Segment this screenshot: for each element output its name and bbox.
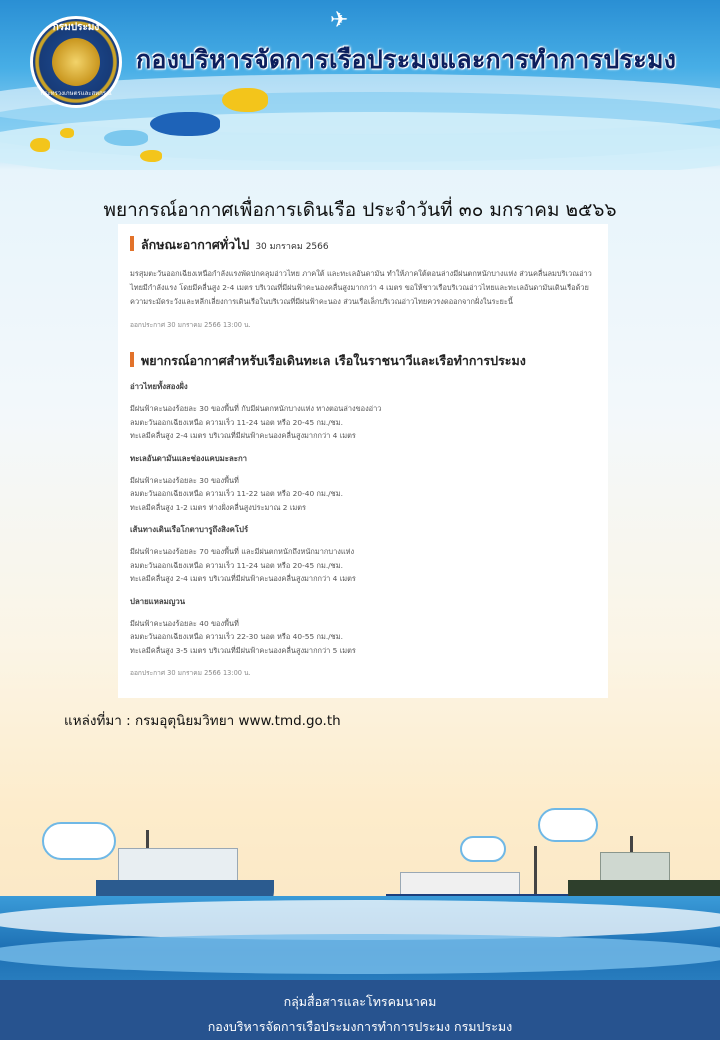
region-block <box>130 524 594 586</box>
page-title: พยากรณ์อากาศเพื่อการเดินเรือ ประจำวันที่ ๓๐ มกราคม ๒๕๖๖ <box>103 199 617 221</box>
region-name: ทะเลอันดามันและช่องแคบมะละกา <box>130 453 248 463</box>
fish-icon <box>222 88 268 112</box>
logo-emblem-icon <box>52 38 100 86</box>
general-date: 30 มกราคม 2566 <box>255 242 329 252</box>
region-line: ทะเลมีคลื่นสูง 1-2 เมตร ห่างฝั่งคลื่นสูงประมาณ 2 เมตร <box>130 502 306 512</box>
boat-cabin <box>118 848 238 882</box>
region-line: ลมตะวันออกเฉียงเหนือ ความเร็ว 22-30 นอต หรือ 40-55 กม./ชม. <box>130 632 343 641</box>
boat-cabin <box>600 852 670 882</box>
section-accent-bar <box>130 352 134 367</box>
region-block <box>130 596 594 658</box>
region-line: มีฝนฟ้าคะนองร้อยละ 30 ของพื้นที่ <box>130 475 239 485</box>
fish-icon <box>30 138 50 152</box>
region-block <box>130 381 594 443</box>
region-line: มีฝนฟ้าคะนองร้อยละ 70 ของพื้นที่ และมีฝนตกหนักถึงหนักมากบางแห่ง <box>130 547 355 556</box>
fish-icon <box>150 112 220 136</box>
footer <box>0 980 720 1040</box>
region-line: ลมตะวันออกเฉียงเหนือ ความเร็ว 11-24 นอต หรือ 20-45 กม./ชม. <box>130 417 343 427</box>
cloud-icon <box>460 836 506 862</box>
marine-section-header <box>130 350 594 371</box>
general-issued: ออกประกาศ 30 มกราคม 2566 13:00 น. <box>130 321 251 329</box>
general-paragraph: มรสุมตะวันออกเฉียงเหนือกำลังแรงพัดปกคลุมอ่าวไทย ภาคใต้ และทะเลอันดามัน ทำให้ภาคใต้ตอนล่างมีฝนตกหนักบางแห่ง ส่วนคลื่นลมบริเวณอ่าวไทยมีกำลังแรง โดยมีคลื่นสูง 2-4 เมตร บริเวณที่มีฝนฟ้าคะนองคลื่นสูงมากกว่า 4 เมตร ขอให้ชาวเรือบริเวณอ่าวไทยและทะเลอันดามันเดินเรือด้วยความระมัดระวังและหลีกเลี่ยงการเดินเรือในบริเวณที่มีฝนฟ้าคะนอง ส่วนเรือเล็กบริเวณอ่าวไทยควรงดออกจากฝั่งในระยะนี้ <box>130 269 592 306</box>
sea-wave-crest <box>0 934 720 974</box>
footer-unit: กลุ่มสื่อสารและโทรคมนาคม <box>283 994 437 1009</box>
source-credit: แหล่งที่มา : กรมอุตุนิยมวิทยา www.tmd.go.th <box>64 713 341 729</box>
region-line: มีฝนฟ้าคะนองร้อยละ 30 ของพื้นที่ กับมีฝนตกหนักบางแห่ง ทางตอนล่างของอ่าว <box>130 404 382 413</box>
region-line: ลมตะวันออกเฉียงเหนือ ความเร็ว 11-22 นอต หรือ 20-40 กม./ชม. <box>130 489 343 498</box>
boat-mast <box>534 846 537 894</box>
region-block <box>130 453 594 515</box>
marine-heading: พยากรณ์อากาศสำหรับเรือเดินทะเล เรือในราชนาวีและเรือทำการประมง <box>141 353 526 368</box>
header-banner <box>0 0 720 170</box>
region-line: ทะเลมีคลื่นสูง 2-4 เมตร บริเวณที่มีฝนฟ้าคะนองคลื่นสูงมากกว่า 4 เมตร <box>130 431 356 440</box>
logo-text-top: กรมประมง <box>52 22 100 33</box>
general-heading: ลักษณะอากาศทั่วไป <box>141 237 250 252</box>
region-line: ทะเลมีคลื่นสูง 3-5 เมตร บริเวณที่มีฝนฟ้าคะนองคลื่นสูงมากกว่า 5 เมตร <box>130 645 356 655</box>
header-title: กองบริหารจัดการเรือประมงและการทำการประมง <box>136 45 677 74</box>
fish-icon <box>140 150 162 162</box>
fish-icon <box>60 128 74 138</box>
region-name: เส้นทางเดินเรือโกตาบารูถึงสิงคโปร์ <box>130 525 249 534</box>
cloud-icon <box>538 808 598 842</box>
boat-cabin <box>400 872 520 896</box>
section-accent-bar <box>130 236 134 251</box>
region-name: อ่าวไทยทั้งสองฝั่ง <box>130 382 188 391</box>
forecast-card <box>118 224 608 698</box>
footer-organization: กองบริหารจัดการเรือประมงการทำการประมง กรมประมง <box>207 1019 513 1034</box>
logo-text-bottom: กระทรวงเกษตรและสหกรณ์ <box>40 90 112 97</box>
marine-issued: ออกประกาศ 30 มกราคม 2566 13:00 น. <box>130 669 251 677</box>
region-line: ลมตะวันออกเฉียงเหนือ ความเร็ว 11-24 นอต หรือ 20-45 กม./ชม. <box>130 560 343 570</box>
seagull-icon: ✈ <box>330 8 349 33</box>
region-line: มีฝนฟ้าคะนองร้อยละ 40 ของพื้นที่ <box>130 618 239 628</box>
cloud-icon <box>42 822 116 860</box>
fish-icon <box>104 130 148 146</box>
general-section-header <box>130 234 594 255</box>
boat-mast <box>146 830 149 850</box>
region-line: ทะเลมีคลื่นสูง 2-4 เมตร บริเวณที่มีฝนฟ้าคะนองคลื่นสูงมากกว่า 4 เมตร <box>130 574 356 583</box>
region-name: ปลายแหลมญวน <box>130 596 186 606</box>
